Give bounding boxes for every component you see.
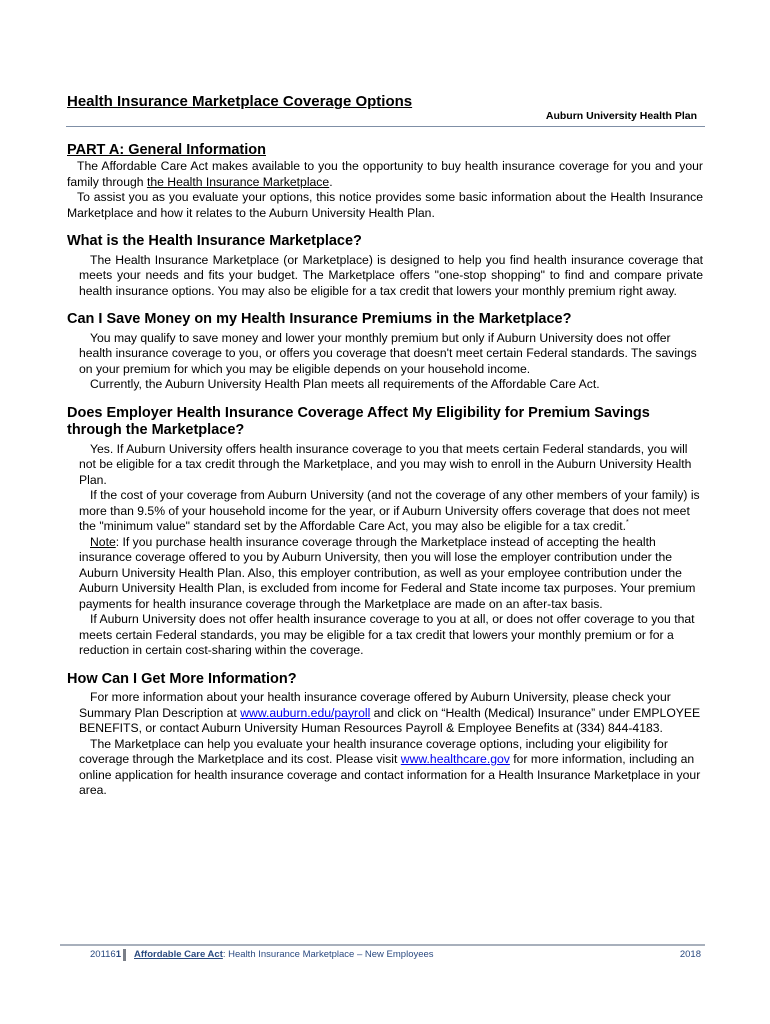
- employer-paragraph-1: Yes. If Auburn University offers health insurance coverage to you that meets certain Federal standards, you will not be eligible for a tax credit through the Marketplace, and you may wish to enroll in the Auburn University Health Plan.: [79, 441, 692, 487]
- marketplace-link[interactable]: the Health Insurance Marketplace: [146, 174, 330, 189]
- title-divider: [66, 126, 705, 127]
- footnote-mark: *: [626, 519, 629, 526]
- part-a-section: [67, 141, 703, 221]
- affordable-care-act-label: Affordable Care Act: [134, 949, 223, 960]
- auburn-payroll-link[interactable]: www.auburn.edu/payroll: [240, 705, 371, 720]
- note-label: Note: [90, 534, 116, 549]
- more-info-heading: How Can I Get More Information?: [67, 670, 297, 687]
- plan-name: Auburn University Health Plan: [545, 110, 697, 122]
- save-money-section: [67, 311, 703, 393]
- employer-paragraph-2: If the cost of your coverage from Auburn University (and not the coverage of any other members of your family) is more than 9.5% of your household income for the year, or if Auburn University offers coverage that does not meet the "minimum value" standard set by the Affordable Care Act, you may also be eligible for a tax credit.*: [79, 488, 700, 533]
- employer-coverage-section: [67, 405, 703, 659]
- save-money-paragraph-2: Currently, the Auburn University Health Plan meets all requirements of the Affordable Care Act.: [90, 377, 600, 391]
- form-code: 201161: [90, 949, 122, 960]
- more-info-paragraph-1: For more information about your health insurance coverage offered by Auburn University, please check your Summary Plan Description at www.auburn.edu/payroll and click on “Health (Medical) Insurance” under EMPLOYEE BENEFITS, or contact Auburn University Human Resources Payroll & Employee Benefits at (334) 844-4183.: [79, 690, 701, 735]
- save-money-paragraph-1: You may qualify to save money and lower your monthly premium but only if Auburn University does not offer health insurance coverage to you, or offers you coverage that doesn't meet certain Federal standards. The savings on your premium for which you may be eligible depends on your household income.: [79, 330, 697, 376]
- save-money-heading: Can I Save Money on my Health Insurance Premiums in the Marketplace?: [67, 311, 572, 327]
- document-page: [67, 92, 703, 799]
- employer-note: Note: If you purchase health insurance coverage through the Marketplace instead of accepting the health insurance coverage offered to you by Auburn University, then you will lose the employer contribution under the Auburn University Health Plan. Also, this employer contribution, as well as your employee contribution under the Auburn University Health Plan, is excluded from income for Federal and State income tax purposes. Your premium payments for health insurance coverage through the Marketplace are made on an after-tax basis.: [79, 534, 696, 611]
- footer-separator: [123, 949, 126, 961]
- healthcare-gov-link[interactable]: www.healthcare.gov: [400, 752, 510, 766]
- part-a-paragraph-1: The Affordable Care Act makes available to you the opportunity to buy health insurance coverage for you and your family through the Health Insurance Marketplace.: [67, 159, 703, 189]
- page-footer: [60, 947, 705, 963]
- document-title: Health Insurance Marketplace Coverage Options: [67, 93, 413, 110]
- part-a-heading: PART A: General Information: [67, 142, 266, 158]
- part-a-paragraph-2: To assist you as you evaluate your options, this notice provides some basic information about the Health Insurance Marketplace and how it relates to the Auburn University Health Plan.: [67, 190, 703, 220]
- what-is-heading: What is the Health Insurance Marketplace?: [67, 233, 362, 249]
- more-info-paragraph-2: The Marketplace can help you evaluate your health insurance coverage options, including your eligibility for coverage through the Marketplace and its cost. Please visit www.healthcare.gov for more information, including an online application for health insurance coverage and contact information for a Health Insurance Marketplace in your area.: [79, 736, 701, 797]
- employer-coverage-heading: Does Employer Health Insurance Coverage Affect My Eligibility for Premium Savings through the Marketplace?: [67, 404, 650, 438]
- footer-divider: [60, 944, 705, 946]
- employer-paragraph-4: If Auburn University does not offer health insurance coverage to you at all, or does not offer coverage to you that meets certain Federal standards, you may be eligible for a tax credit that lowers your monthly premium or for a reduction in certain cost-sharing within the coverage.: [79, 612, 695, 657]
- footer-year: 2018: [679, 949, 701, 960]
- what-is-paragraph: The Health Insurance Marketplace (or Marketplace) is designed to help you find health insurance coverage that meets your needs and fits your budget. The Marketplace offers "one-stop shopping" to find and compare private health insurance options. You may also be eligible for a tax credit that lowers your monthly premium right away.: [79, 252, 703, 298]
- footer-description: Affordable Care Act: Health Insurance Marketplace – New Employees: [134, 949, 434, 960]
- what-is-section: [67, 233, 703, 299]
- more-info-section: [67, 671, 703, 799]
